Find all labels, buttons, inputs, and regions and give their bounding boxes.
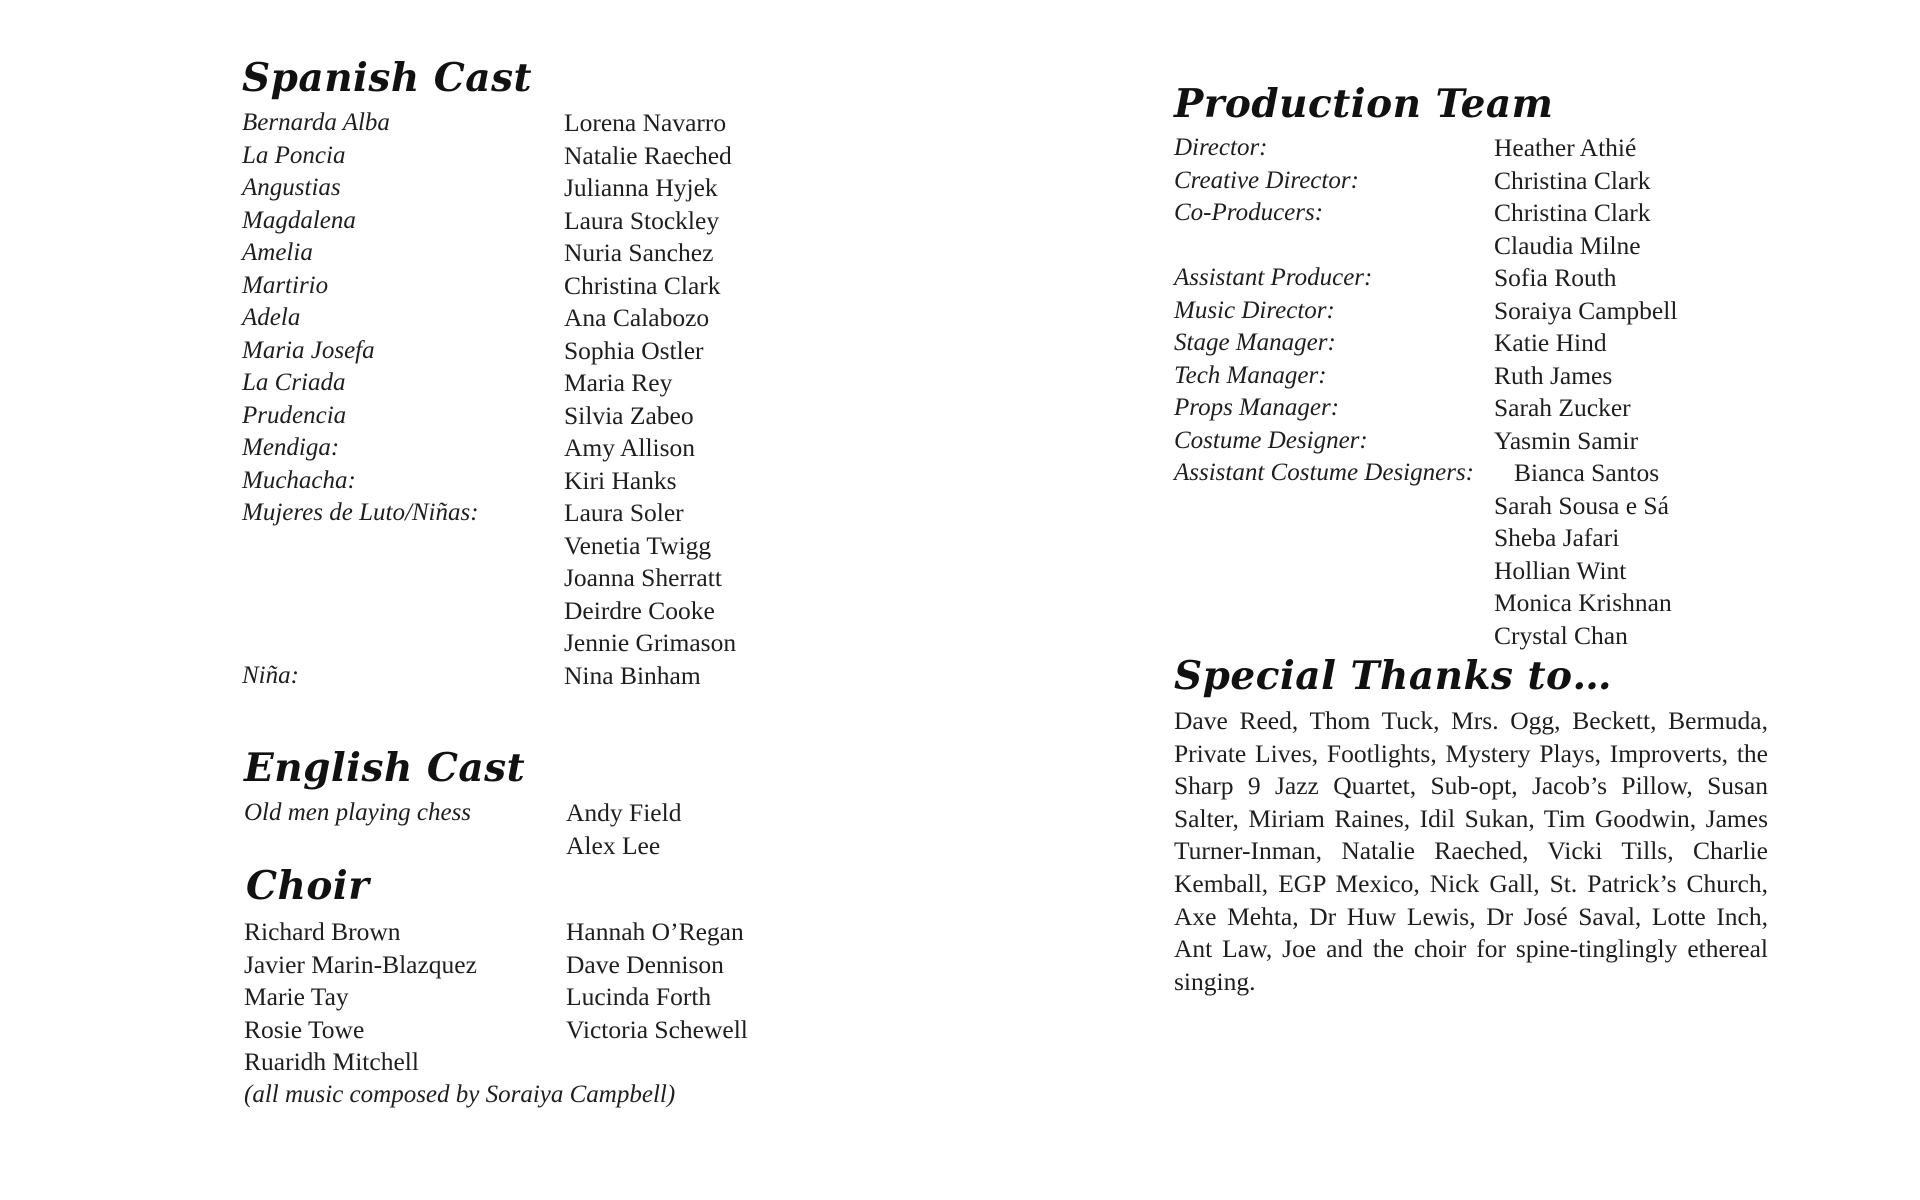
roster-row: [242, 400, 802, 433]
role-label: Martirio: [242, 271, 329, 299]
roster-row: [1174, 230, 1794, 263]
roster-row: [242, 140, 802, 173]
music-credit-note: (all music composed by Soraiya Campbell): [244, 1081, 676, 1108]
roster-row: [1174, 555, 1794, 588]
role-label: Magdalena: [242, 206, 356, 234]
cast-member-name: Ana Calabozo: [564, 303, 710, 332]
roster-row: [242, 465, 802, 498]
roster-row: [1174, 360, 1794, 393]
cast-member-name: Ruth James: [1494, 360, 1613, 390]
role-label: Assistant Producer:: [1174, 264, 1373, 291]
role-label: Old men playing chess: [244, 799, 472, 826]
right-page: [960, 0, 1920, 1200]
cast-member-name: Sophia Ostler: [564, 335, 704, 365]
roster-row: [242, 595, 802, 628]
roster-row: [242, 237, 802, 270]
role-label: Tech Manager:: [1174, 361, 1327, 389]
cast-member-name: Claudia Milne: [1494, 230, 1641, 260]
roster-row: [242, 432, 802, 465]
choir-member-name: Lucinda Forth: [566, 982, 712, 1011]
role-label: Niña:: [242, 661, 299, 689]
cast-member-name: Christina Clark: [1494, 198, 1651, 227]
roster-row: [242, 270, 802, 303]
roster-row: [242, 335, 802, 368]
roster-row: [242, 367, 802, 400]
production-team-heading: Production Team: [1174, 81, 1554, 127]
roster-row: [1174, 425, 1794, 458]
roster-row: [1174, 620, 1794, 653]
choir-member-name: Victoria Schewell: [566, 1014, 748, 1044]
roster-row: [1174, 522, 1794, 555]
english-cast-names: [566, 797, 681, 862]
choir-heading: Choir: [246, 863, 370, 909]
cast-member-name: Jennie Grimason: [564, 628, 737, 657]
cast-member-name: Nuria Sanchez: [564, 238, 714, 267]
cast-member-name: Christina Clark: [564, 270, 721, 300]
cast-member-name: Soraiya Campbell: [1494, 295, 1678, 325]
spanish-cast-list: [242, 107, 802, 692]
english-cast-heading: English Cast: [244, 745, 526, 791]
cast-member-name: Bianca Santos: [1514, 458, 1660, 487]
roster-row: [242, 530, 802, 563]
choir-member-name: Hannah O’Regan: [566, 917, 744, 946]
role-label: Prudencia: [242, 401, 347, 429]
roster-row: [1174, 165, 1794, 198]
production-team-list: [1174, 132, 1794, 652]
roster-row: [242, 627, 802, 660]
role-label: Assistant Costume Designers:: [1174, 459, 1474, 486]
cast-member-name: Laura Stockley: [564, 205, 720, 235]
choir-member-name: Dave Dennison: [566, 949, 724, 979]
choir-member-name: Rosie Towe: [244, 1014, 365, 1044]
role-label: Creative Director:: [1174, 166, 1359, 194]
cast-member-name: Silvia Zabeo: [564, 400, 694, 430]
cast-member-name: Nina Binham: [564, 660, 701, 690]
role-label: Co-Producers:: [1174, 199, 1324, 226]
roster-row: [242, 660, 802, 693]
roster-row: [242, 172, 802, 205]
roster-row: [242, 205, 802, 238]
cast-member-name: Sarah Sousa e Sá: [1494, 490, 1669, 520]
cast-member-name: Joanna Sherratt: [564, 563, 722, 592]
roster-row: [242, 497, 802, 530]
choir-column-left: [244, 916, 477, 1079]
cast-member-name: Crystal Chan: [1494, 620, 1628, 650]
cast-member-name: Sofia Routh: [1494, 263, 1617, 292]
special-thanks-heading: Special Thanks to…: [1174, 653, 1613, 699]
cast-member-name: Andy Field: [566, 798, 682, 827]
role-label: Stage Manager:: [1174, 329, 1336, 356]
role-label: La Criada: [242, 369, 346, 396]
cast-member-name: Kiri Hanks: [564, 465, 677, 495]
cast-member-name: Monica Krishnan: [1494, 588, 1672, 617]
roster-row: [1174, 490, 1794, 523]
roster-row: [1174, 262, 1794, 295]
choir-member-name: Marie Tay: [244, 982, 349, 1011]
cast-member-name: Julianna Hyjek: [564, 173, 718, 202]
role-label: Mendiga:: [242, 434, 340, 461]
cast-member-name: Katie Hind: [1494, 328, 1607, 357]
role-label: Muchacha:: [242, 466, 356, 494]
role-label: Bernarda Alba: [242, 109, 390, 136]
roster-row: [1174, 197, 1794, 230]
role-label: Props Manager:: [1174, 394, 1340, 421]
cast-member-name: Christina Clark: [1494, 165, 1651, 195]
role-label: Maria Josefa: [242, 336, 375, 364]
role-label: Music Director:: [1174, 296, 1335, 324]
roster-row: [242, 107, 802, 140]
role-label: Mujeres de Luto/Niñas:: [242, 499, 479, 526]
cast-member-name: Amy Allison: [564, 433, 696, 462]
cast-member-name: Venetia Twigg: [564, 530, 712, 560]
role-label: Adela: [242, 304, 301, 331]
choir-member-name: Richard Brown: [244, 917, 401, 946]
cast-member-name: Laura Soler: [564, 498, 684, 527]
cast-member-name: Heather Athié: [1494, 133, 1637, 162]
cast-member-name: Alex Lee: [566, 830, 661, 860]
spanish-cast-heading: Spanish Cast: [242, 55, 533, 101]
roster-row: [1174, 295, 1794, 328]
cast-member-name: Yasmin Samir: [1494, 425, 1639, 455]
cast-member-name: Deirdre Cooke: [564, 595, 715, 625]
cast-member-name: Natalie Raeched: [564, 140, 732, 170]
cast-member-name: Sarah Zucker: [1494, 393, 1631, 422]
choir-member-name: Ruaridh Mitchell: [244, 1047, 419, 1076]
role-label: La Poncia: [242, 141, 346, 169]
roster-row: [1174, 587, 1794, 620]
special-thanks-text: Dave Reed, Thom Tuck, Mrs. Ogg, Beckett, Bermuda, Private Lives, Footlights, Mystery Plays, Improverts, the Sharp 9 Jazz Quartet, Sub-opt, Jacob’s Pillow, Susan Salter, Miriam Raines, Idil Sukan, Tim Goodwin, James Turner-Inman, Natalie Raeched, Vicki Tills, Charlie Kemball, EGP Mexico, Nick Gall, St. Patrick’s Church, Axe Mehta, Dr Huw Lewis, Dr José Saval, Lotte Inch, Ant Law, Joe and the choir for spine-tinglingly ethereal singing.: [1174, 706, 1768, 996]
roster-row: [242, 562, 802, 595]
role-label: Angustias: [242, 174, 341, 201]
roster-row: [1174, 132, 1794, 165]
cast-member-name: Lorena Navarro: [564, 108, 727, 137]
roster-row: [242, 302, 802, 335]
cast-member-name: Maria Rey: [564, 368, 673, 397]
roster-row: [1174, 392, 1794, 425]
cast-member-name: Sheba Jafari: [1494, 523, 1620, 552]
choir-member-name: Javier Marin-Blazquez: [244, 949, 477, 979]
cast-member-name: Hollian Wint: [1494, 555, 1627, 585]
role-label: Amelia: [242, 239, 313, 266]
roster-row: [1174, 327, 1794, 360]
role-label: Costume Designer:: [1174, 426, 1368, 454]
roster-row: [1174, 457, 1794, 490]
role-label: Director:: [1174, 134, 1268, 161]
choir-column-right: [566, 916, 748, 1046]
